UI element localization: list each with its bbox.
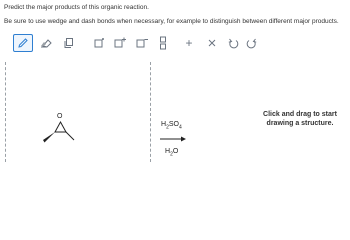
question-line-1: Predict the major products of this organic reaction. (4, 4, 149, 11)
question-line-2: Be sure to use wedge and dash bonds when necessary, for example to distinguish between different major products. (4, 18, 339, 25)
oxygen-atom-label: O (57, 113, 63, 120)
drawing-hint[interactable]: Click and drag to start drawing a structure. (263, 111, 337, 127)
wedge-bond (43, 132, 55, 143)
reagent-above: $H_2SO_4$ (161, 121, 182, 131)
reaction-arrow (160, 136, 188, 142)
reagent-below: $H_2O$ (165, 148, 179, 158)
add-icon[interactable]: + (185, 36, 193, 50)
